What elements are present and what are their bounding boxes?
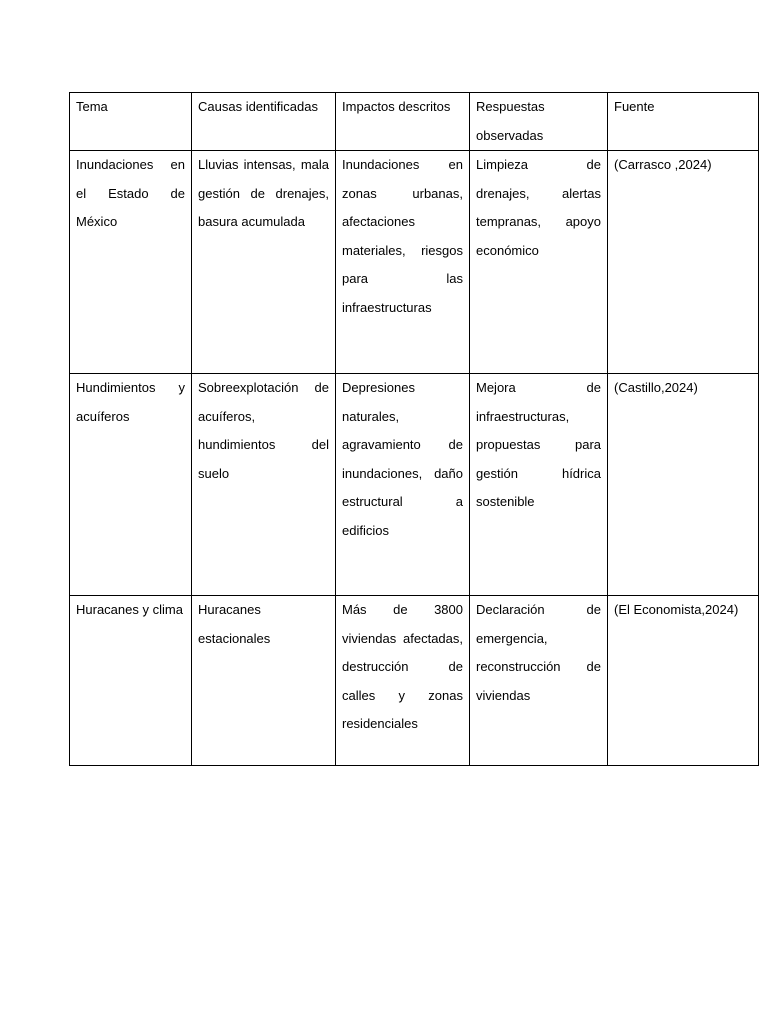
table-row: [70, 151, 759, 374]
cell-impactos: Más de 3800 viviendas afectadas, destrucción de calles y zonas residenciales: [336, 596, 470, 766]
cell-causas: Lluvias intensas, mala gestión de drenajes, basura acumulada: [192, 151, 336, 374]
header-impactos: Impactos descritos: [336, 93, 470, 151]
table-row: [70, 374, 759, 596]
cell-fuente: (Castillo,2024): [608, 374, 759, 596]
cell-causas: Sobreexplotación de acuíferos, hundimientos del suelo: [192, 374, 336, 596]
cell-fuente: (Carrasco ,2024): [608, 151, 759, 374]
cell-respuestas: Declaración de emergencia, reconstrucción de viviendas: [470, 596, 608, 766]
cell-tema: Inundaciones en el Estado de México: [70, 151, 192, 374]
cell-respuestas: Limpieza de drenajes, alertas tempranas, apoyo económico: [470, 151, 608, 374]
cell-impactos: Depresiones naturales, agravamiento de inundaciones, daño estructural a edificios: [336, 374, 470, 596]
summary-table: [69, 92, 759, 766]
cell-tema: Huracanes y clima: [70, 596, 192, 766]
cell-causas: Huracanes estacionales: [192, 596, 336, 766]
cell-tema: Hundimientos y acuíferos: [70, 374, 192, 596]
table-row: [70, 596, 759, 766]
header-tema: Tema: [70, 93, 192, 151]
cell-impactos: Inundaciones en zonas urbanas, afectaciones materiales, riesgos para las infraestructuras: [336, 151, 470, 374]
cell-fuente: (El Economista,2024): [608, 596, 759, 766]
header-fuente: Fuente: [608, 93, 759, 151]
header-respuestas: Respuestas observadas: [470, 93, 608, 151]
cell-respuestas: Mejora de infraestructuras, propuestas para gestión hídrica sostenible: [470, 374, 608, 596]
table-header-row: [70, 93, 759, 151]
header-causas: Causas identificadas: [192, 93, 336, 151]
